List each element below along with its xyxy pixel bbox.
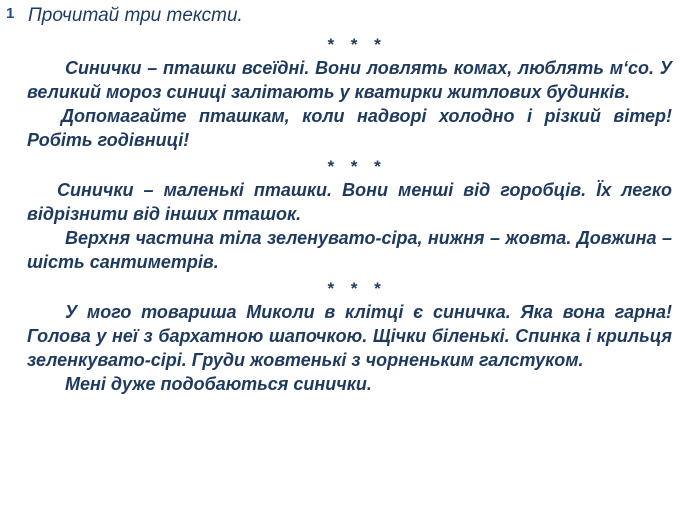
texts-container bbox=[27, 34, 672, 400]
text-separator: * * * bbox=[326, 35, 387, 54]
text-block-2 bbox=[27, 178, 672, 274]
text-separator: * * * bbox=[326, 157, 387, 176]
text-block-1 bbox=[27, 56, 672, 152]
text-1-paragraph-2: Допомагайте пташкам, коли надворі холодно і різкий вітер! Робіть годівниці! bbox=[27, 106, 672, 150]
text-3-paragraph-2: Мені дуже подобаються синички. bbox=[65, 374, 372, 394]
text-2-paragraph-1: Синички – маленькі пташки. Вони менші від горобців. Їх легко відрізнити від інших пташок. bbox=[27, 180, 672, 224]
text-1-paragraph-1: Синички – пташки всеїдні. Вони ловлять комах, люблять м‘со. У великий мороз синиці залітають у кватирки житлових будинків. bbox=[27, 58, 672, 102]
text-3-paragraph-1: У мого товариша Миколи в клітці є синичка. Яка вона гарна! Голова у неї з бархатною шапочкою. Щічки біленькі. Спинка і крильця зеленкувато-сірі. Груди жовтенькі з чорненьким галстуком. bbox=[27, 302, 672, 370]
text-block-3 bbox=[27, 300, 672, 396]
text-2-paragraph-2: Верхня частина тіла зеленувато-сіра, нижня – жовта. Довжина – шість сантиметрів. bbox=[27, 228, 672, 272]
text-separator: * * * bbox=[326, 279, 387, 298]
task-instruction: Прочитай три тексти. bbox=[28, 5, 243, 26]
task-number: 1 bbox=[6, 5, 15, 22]
